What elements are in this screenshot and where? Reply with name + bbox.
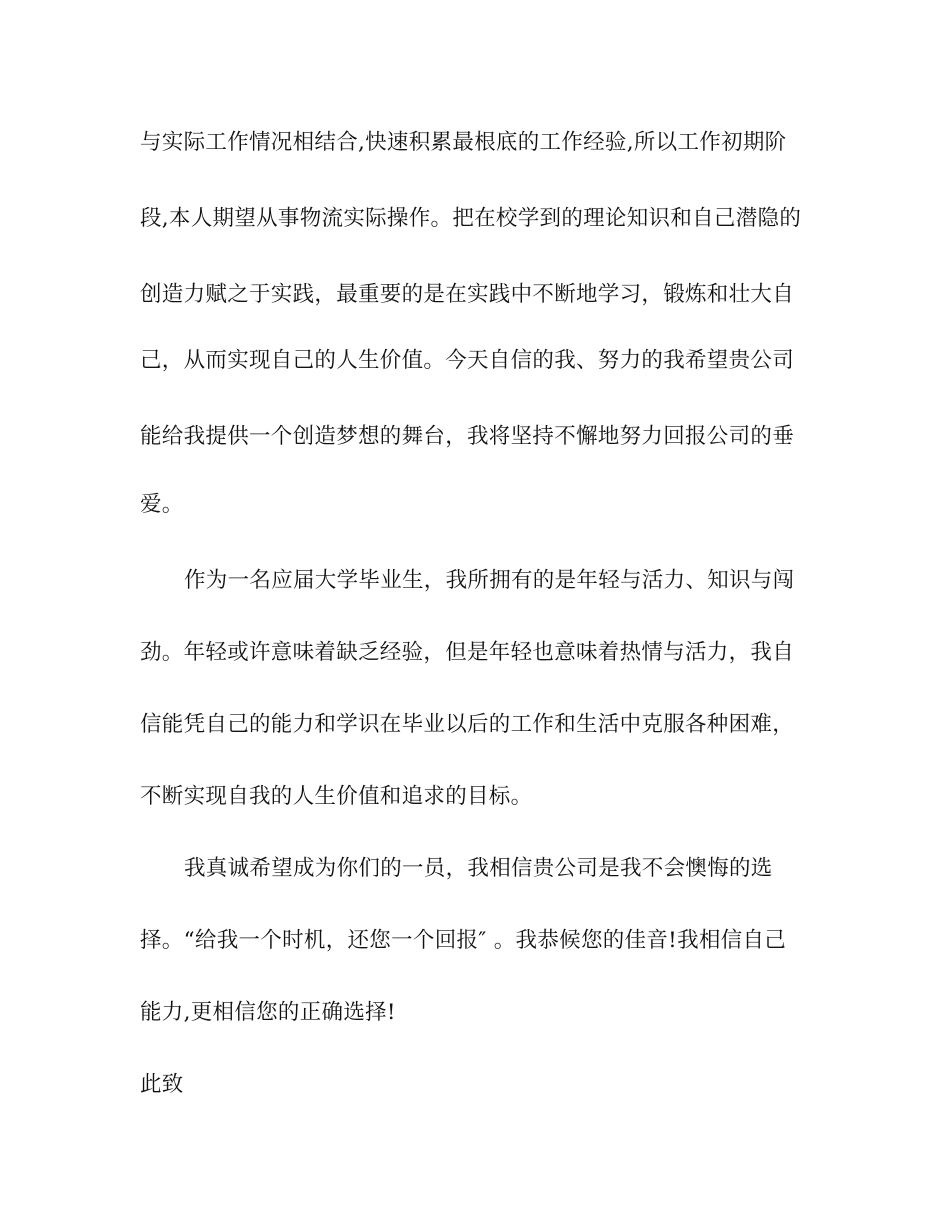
text-line: 我真诚希望成为你们的一员，我相信贵公司是我不会懊悔的选 bbox=[184, 856, 773, 881]
closing-salutation: 此致 bbox=[140, 1072, 184, 1097]
text-line: 作为一名应届大学毕业生，我所拥有的是年轻与活力、知识与闯 bbox=[184, 568, 795, 593]
text-line: 己，从而实现自己的人生价值。今天自信的我、努力的我希望贵公司 bbox=[140, 348, 795, 373]
text-line: 创造力赋之于实践，最重要的是在实践中不断地学习，锻炼和壮大自 bbox=[140, 282, 795, 307]
text-line: 信能凭自己的能力和学识在毕业以后的工作和生活中克服各种困难， bbox=[140, 712, 795, 737]
text-line: 段,本人期望从事物流实际操作。把在校学到的理论知识和自己潜隐的 bbox=[140, 206, 802, 231]
text-line: 能给我提供一个创造梦想的舞台，我将坚持不懈地努力回报公司的垂 bbox=[140, 424, 795, 449]
text-line: 爱。 bbox=[140, 492, 184, 517]
text-line: 能力,更相信您的正确选择! bbox=[140, 1000, 396, 1025]
text-line: 不断实现自我的人生价值和追求的目标。 bbox=[140, 784, 533, 809]
text-line: 劲。年轻或许意味着缺乏经验，但是年轻也意味着热情与活力，我自 bbox=[140, 640, 795, 665]
text-line: 与实际工作情况相结合,快速积累最根底的工作经验,所以工作初期阶 bbox=[140, 130, 787, 155]
text-line: 择。“给我一个时机，还您一个回报″ 。我恭候您的佳音!我相信自己 bbox=[140, 928, 787, 953]
